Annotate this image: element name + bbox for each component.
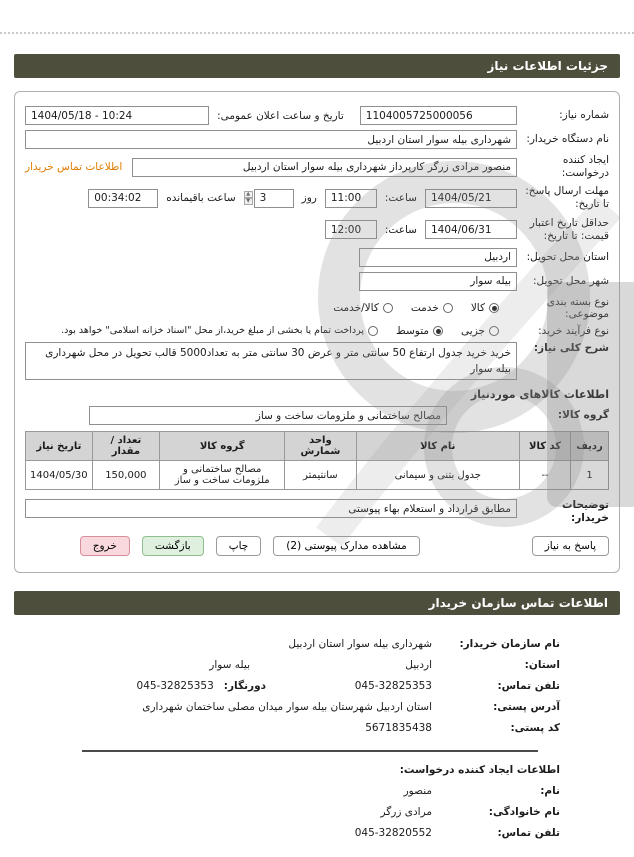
need-number-row: [25, 106, 609, 125]
stepper-down-icon[interactable]: ▼: [244, 198, 253, 205]
header-item-name: نام کالا: [356, 432, 520, 461]
org-name-label: نام سازمان خریدار:: [459, 637, 560, 650]
deadline-label: مهلت ارسال پاسخ: تا تاریخ:: [525, 185, 609, 211]
cell-quantity: 150,000: [92, 461, 159, 490]
requester-label: ایجاد کننده درخواست:: [561, 154, 609, 180]
goods-group-field[interactable]: مصالح ساختمانی و ملزومات ساخت و ساز: [89, 406, 447, 425]
radio-unchecked-icon: [368, 326, 378, 336]
radio-unchecked-icon: [443, 303, 453, 313]
requester-field[interactable]: منصور مرادی زرگر کارپرداز شهرداری بیله سوار استان اردبیل: [132, 158, 517, 177]
validity-date-field[interactable]: 1404/06/31: [425, 220, 517, 239]
province-city-row: [60, 659, 560, 671]
address-value: استان اردبیل شهرستان بیله سوار میدان مصلی ساختمان شهرداری: [142, 700, 432, 713]
cell-need-date: 1404/05/30: [26, 461, 93, 490]
stepper-up-icon[interactable]: ▲: [244, 191, 253, 198]
city-value: بیله سوار: [209, 658, 250, 671]
section-divider: [82, 750, 538, 752]
header-unit: واحد شمارش: [285, 432, 356, 461]
back-button[interactable]: بازگشت: [142, 536, 204, 556]
titlebar-buyer-contact-text: اطلاعات تماس سازمان خریدار: [428, 595, 608, 610]
postal-code-label: کد پستی:: [510, 721, 560, 734]
titlebar-need-details: [14, 54, 620, 78]
radio-unchecked-icon: [383, 303, 393, 313]
remaining-hours-field[interactable]: 00:34:02: [88, 189, 158, 208]
need-number-label: شماره نیاز:: [559, 108, 609, 121]
header-item-group: گروه کالا: [160, 432, 285, 461]
view-attachments-button[interactable]: مشاهده مدارک پیوستی (2): [273, 536, 419, 556]
goods-group-label: گروه کالا:: [557, 409, 609, 422]
buyer-contact-section: [0, 615, 634, 839]
fax-label: دورنگار:: [223, 679, 266, 692]
creator-name-row: [60, 785, 560, 797]
org-name-row: [60, 638, 560, 650]
creator-family-row: [60, 806, 560, 818]
phone-label: تلفن تماس:: [497, 679, 560, 692]
creator-phone-value: 045-32820552: [354, 826, 432, 839]
creator-info-title: اطلاعات ایجاد کننده درخواست:: [399, 763, 560, 776]
description-label: شرح کلی نیاز:: [533, 341, 609, 354]
deadline-time-field[interactable]: 11:00: [325, 189, 377, 208]
radio-checked-icon: [489, 303, 499, 313]
remaining-hours-label: ساعت باقیمانده: [166, 192, 236, 205]
items-table-header-row: [26, 432, 609, 461]
packaging-option-goods[interactable]: کالا: [471, 302, 499, 314]
validity-hour-label: ساعت:: [384, 223, 417, 236]
creator-family-value: مرادی زرگر: [380, 805, 432, 818]
deadline-row: [25, 185, 609, 211]
buyer-notes-row: [25, 499, 609, 525]
need-details-panel: [14, 91, 620, 573]
creator-family-label: نام خانوادگی:: [488, 805, 560, 818]
packaging-option-service[interactable]: خدمت: [411, 302, 453, 314]
creator-phone-label: تلفن تماس:: [497, 826, 560, 839]
fax-value: 045-32825353: [136, 679, 214, 692]
cell-unit: سانتیمتر: [285, 461, 356, 490]
purchase-process-row: [25, 325, 609, 337]
purchase-process-label: نوع فرآیند خرید:: [538, 324, 609, 337]
price-validity-label: حداقل تاریخ اعتبار قیمت: تا تاریخ:: [529, 216, 609, 242]
buyer-org-field[interactable]: شهرداری بیله سوار استان اردبیل: [25, 130, 517, 149]
exit-button[interactable]: خروج: [80, 536, 130, 556]
days-label: روز: [301, 192, 317, 205]
delivery-province-label: استان محل تحویل:: [526, 250, 609, 263]
announce-datetime-label: تاریخ و ساعت اعلان عمومی:: [217, 109, 344, 122]
header-need-date: تاریخ نیاز: [26, 432, 93, 461]
cell-item-group: مصالح ساختمانی و ملزومات ساخت و ساز: [160, 461, 285, 490]
days-stepper[interactable]: [244, 191, 253, 205]
header-item-code: کد کالا: [520, 432, 571, 461]
packaging-option-goods-service[interactable]: کالا/خدمت: [333, 302, 393, 314]
org-name-value: شهرداری بیله سوار استان اردبیل: [288, 637, 432, 650]
goods-group-row: [25, 406, 609, 425]
delivery-province-row: [25, 248, 609, 267]
actions-row: [25, 536, 609, 556]
radio-checked-icon: [433, 326, 443, 336]
description-field[interactable]: خرید خرید جدول ارتفاع 50 سانتی متر و عرض 30 سانتی متر به تعداد5000 قالب تحویل در محل شهرداری بیله سوار: [25, 342, 517, 381]
postal-code-value: 5671835438: [365, 721, 432, 734]
province-value: اردبیل: [405, 658, 432, 671]
creator-phone-row: [60, 827, 560, 839]
cell-row-number: 1: [571, 461, 609, 490]
address-row: [60, 701, 560, 713]
top-dotted-divider: [0, 0, 634, 34]
process-option-minor[interactable]: جزیی: [461, 325, 499, 337]
postal-code-row: [60, 722, 560, 734]
titlebar-buyer-contact: [14, 591, 620, 615]
packaging-type-row: [25, 296, 609, 320]
creator-name-value: منصور: [403, 784, 432, 797]
description-row: [25, 342, 609, 381]
deadline-hour-label: ساعت:: [384, 192, 417, 205]
need-number-field[interactable]: 1104005725000056: [360, 106, 517, 125]
buyer-org-row: [25, 130, 609, 149]
requester-row: [25, 154, 609, 180]
deadline-date-field[interactable]: 1404/05/21: [425, 189, 517, 208]
cell-item-code: --: [520, 461, 571, 490]
validity-time-field[interactable]: 12:00: [325, 220, 377, 239]
delivery-city-field[interactable]: بیله سوار: [359, 272, 517, 291]
price-validity-row: [25, 217, 609, 243]
header-quantity: تعداد / مقدار: [92, 432, 159, 461]
delivery-city-label: شهر محل تحویل:: [533, 274, 609, 287]
goods-section-title: اطلاعات کالاهای موردنیاز: [470, 388, 609, 402]
buyer-org-label: نام دستگاه خریدار:: [526, 132, 609, 145]
packaging-type-label: نوع بسته بندی موضوعی:: [546, 295, 609, 320]
address-label: آدرس پستی:: [493, 700, 560, 713]
titlebar-need-details-text: جزئیات اطلاعات نیاز: [487, 59, 608, 73]
respond-to-need-button[interactable]: پاسخ به نیاز: [532, 536, 609, 556]
province-label: استان:: [524, 658, 560, 671]
delivery-province-field[interactable]: اردبیل: [359, 248, 517, 267]
print-button[interactable]: چاپ: [216, 536, 262, 556]
items-table: [25, 431, 609, 490]
process-option-treasury[interactable]: پرداخت تمام یا بخشی از مبلغ خرید،از محل "اسناد خزانه اسلامی" خواهد بود.: [61, 325, 378, 336]
buyer-notes-label: توضیحات خریدار:: [561, 499, 609, 525]
announce-datetime-field[interactable]: 1404/05/18 - 10:24: [25, 106, 209, 125]
radio-unchecked-icon: [489, 326, 499, 336]
buyer-notes-field[interactable]: مطابق قرارداد و استعلام بهاء پیوستی: [25, 499, 517, 518]
process-option-medium[interactable]: متوسط: [396, 325, 443, 337]
header-row-number: ردیف: [571, 432, 609, 461]
items-table-row: [26, 461, 609, 490]
creator-name-label: نام:: [540, 784, 560, 797]
cell-item-name: جدول بتنی و سیمانی: [356, 461, 520, 490]
buyer-contact-link[interactable]: اطلاعات تماس خریدار: [25, 161, 123, 174]
phone-value: 045-32825353: [354, 679, 432, 692]
days-field[interactable]: 3: [254, 189, 294, 208]
phone-fax-row: [60, 680, 560, 692]
delivery-city-row: [25, 272, 609, 291]
